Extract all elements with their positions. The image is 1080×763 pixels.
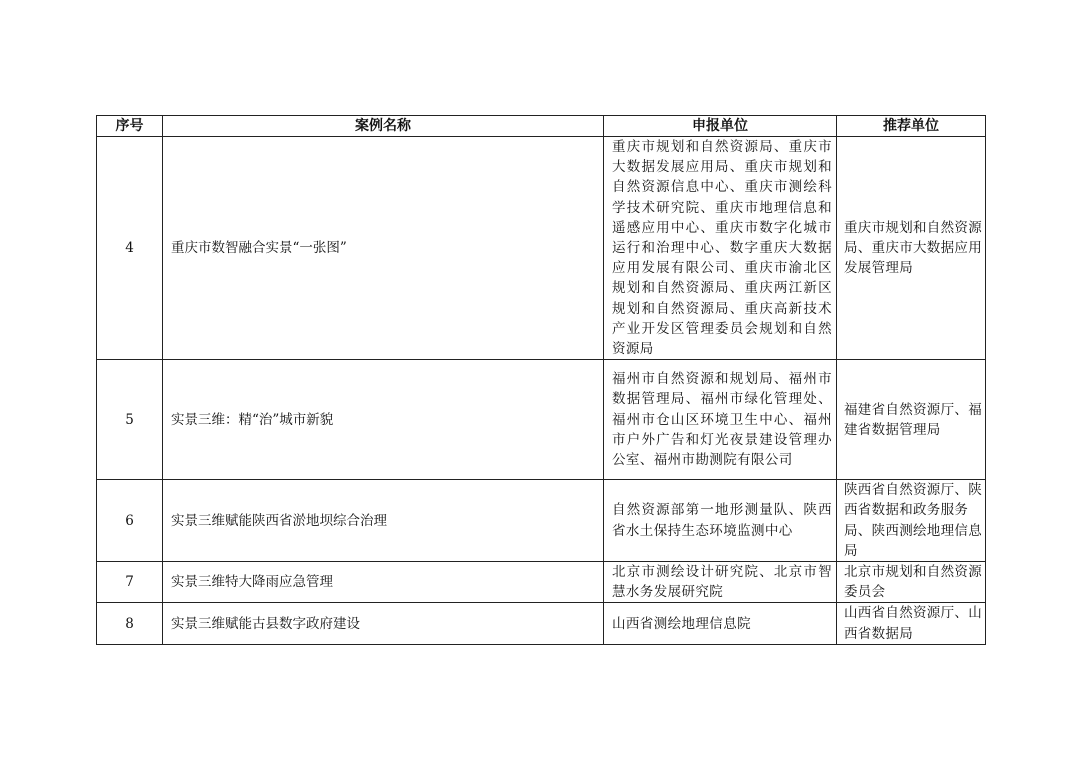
case-name: 实景三维特大降雨应急管理 — [163, 562, 604, 603]
table-row — [97, 480, 986, 562]
recommender-units: 山西省自然资源厅、山西省数据局 — [837, 603, 986, 644]
row-number: 6 — [97, 480, 163, 562]
recommender-units: 北京市规划和自然资源委员会 — [837, 562, 986, 603]
table-row — [97, 562, 986, 603]
applicant-units: 北京市测绘设计研究院、北京市智慧水务发展研究院 — [604, 562, 837, 603]
header-case-name: 案例名称 — [163, 116, 604, 137]
table-row — [97, 603, 986, 644]
header-applicant: 申报单位 — [604, 116, 837, 137]
table-row — [97, 137, 986, 360]
recommender-units: 福建省自然资源厅、福建省数据管理局 — [837, 360, 986, 480]
row-number: 4 — [97, 137, 163, 360]
case-name: 实景三维赋能古县数字政府建设 — [163, 603, 604, 644]
recommender-units: 重庆市规划和自然资源局、重庆市大数据应用发展管理局 — [837, 137, 986, 360]
applicant-units: 福州市自然资源和规划局、福州市数据管理局、福州市绿化管理处、福州市仓山区环境卫生中心、福州市户外广告和灯光夜景建设管理办公室、福州市勘测院有限公司 — [604, 360, 837, 480]
applicant-units: 重庆市规划和自然资源局、重庆市大数据发展应用局、重庆市规划和自然资源信息中心、重庆市测绘科学技术研究院、重庆市地理信息和遥感应用中心、重庆市数字化城市运行和治理中心、数字重庆大数据应用发展有限公司、重庆市渝北区规划和自然资源局、重庆两江新区规划和自然资源局、重庆高新技术产业开发区管理委员会规划和自然资源局 — [604, 137, 837, 360]
table-row — [97, 360, 986, 480]
case-name: 实景三维赋能陕西省淤地坝综合治理 — [163, 480, 604, 562]
row-number: 8 — [97, 603, 163, 644]
header-recommender: 推荐单位 — [837, 116, 986, 137]
table-header-row — [97, 116, 986, 137]
header-number: 序号 — [97, 116, 163, 137]
case-list-table — [96, 115, 986, 645]
row-number: 5 — [97, 360, 163, 480]
case-name: 重庆市数智融合实景“一张图” — [163, 137, 604, 360]
recommender-units: 陕西省自然资源厅、陕西省数据和政务服务局、陕西测绘地理信息局 — [837, 480, 986, 562]
row-number: 7 — [97, 562, 163, 603]
applicant-units: 山西省测绘地理信息院 — [604, 603, 837, 644]
case-name: 实景三维：精“治”城市新貌 — [163, 360, 604, 480]
applicant-units: 自然资源部第一地形测量队、陕西省水土保持生态环境监测中心 — [604, 480, 837, 562]
